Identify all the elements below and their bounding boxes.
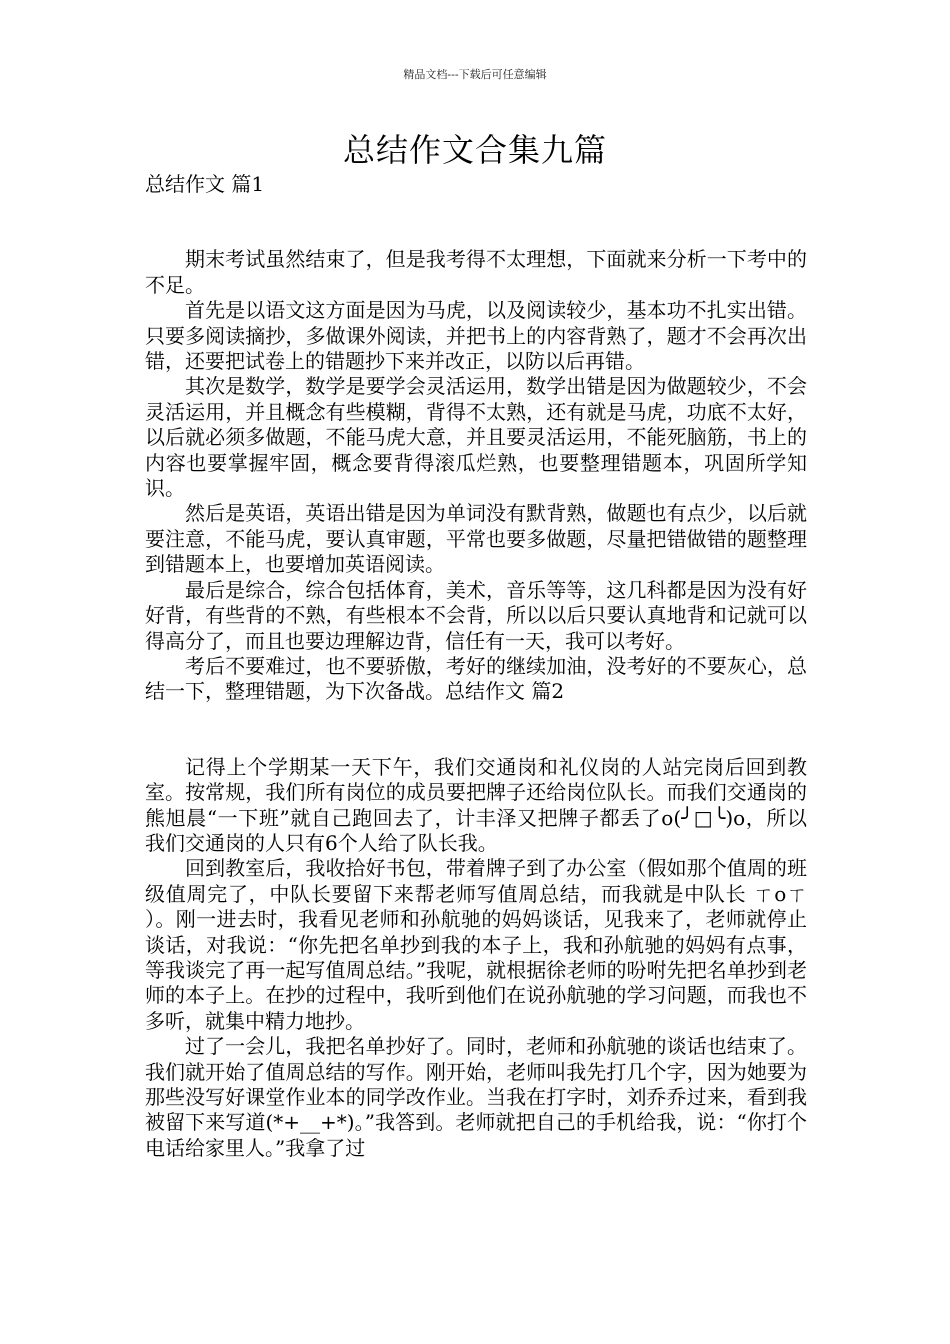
section-heading: 总结作文 篇1 [145,172,265,196]
paragraph: 首先是以语文这方面是因为马虎，以及阅读较少，基本功不扎实出错。只要多阅读摘抄，多做课外阅读，并把书上的内容背熟了，题才不会再次出错，还要把试卷上的错题抄下来并改正，以防以后再错。 [145,298,807,374]
document-title: 总结作文合集九篇 [342,131,607,169]
paragraph: 其次是数学，数学是要学会灵活运用，数学出错是因为做题较少，不会灵活运用，并且概念有些模糊，背得不太熟，还有就是马虎，功底不太好，以后就必须多做题，不能马虎大意，并且要灵活运用，不能死脑筋，书上的内容也要掌握牢固，概念要背得滚瓜烂熟，也要整理错题本，巩固所学知识。 [145,374,807,501]
paragraph: 记得上个学期某一天下午，我们交通岗和礼仪岗的人站完岗后回到教室。按常规，我们所有岗位的成员要把牌子还给岗位队长。而我们交通岗的熊旭晨“一下班”就自己跑回去了，计丰泽又把牌子都丢了o(╯□╰)o，所以我们交通岗的人只有6个人给了队长我。 [145,754,807,855]
page-header: 精品文档---下载后可任意编辑 [403,68,547,81]
document-body [145,172,807,1161]
paragraph: 然后是英语，英语出错是因为单词没有默背熟，做题也有点少，以后就要注意，不能马虎，要认真审题，平常也要多做题，尽量把错做错的题整理到错题本上，也要增加英语阅读。 [145,501,807,577]
paragraph: 考后不要难过，也不要骄傲，考好的继续加油，没考好的不要灰心，总结一下，整理错题，为下次备战。总结作文 篇2 [145,653,807,704]
paragraph: 回到教室后，我收拾好书包，带着牌子到了办公室（假如那个值周的班级值周完了，中队长要留下来帮老师写值周总结，而我就是中队长 ㄒoㄒ ）。刚一进去时，我看见老师和孙航驰的妈妈谈话，见我来了，老师就停止谈话，对我说：“你先把名单抄到我的本子上，我和孙航驰的妈妈有点事，等我谈完了再一起写值周总结。”我呢，就根据徐老师的吩咐先把名单抄到老师的本子上。在抄的过程中，我听到他们在说孙航驰的学习问题，而我也不多听，就集中精力地抄。 [145,856,807,1033]
paragraph: 过了一会儿，我把名单抄好了。同时，老师和孙航驰的谈话也结束了。我们就开始了值周总结的写作。刚开始，老师叫我先打几个字，因为她要为那些没写好课堂作业本的同学改作业。当我在打字时，刘乔乔过来，看到我被留下来写道(*+__+*)。”我答到。老师就把自己的手机给我，说：“你打个电话给家里人。”我拿了过 [145,1034,807,1160]
paragraph: 期末考试虽然结束了，但是我考得不太理想，下面就来分析一下考中的不足。 [145,247,807,297]
paragraph: 最后是综合，综合包括体育，美术，音乐等等，这几科都是因为没有好好背，有些背的不熟，有些根本不会背，所以以后只要认真地背和记就可以得高分了，而且也要边理解边背，信任有一天，我可以考好。 [145,577,807,653]
